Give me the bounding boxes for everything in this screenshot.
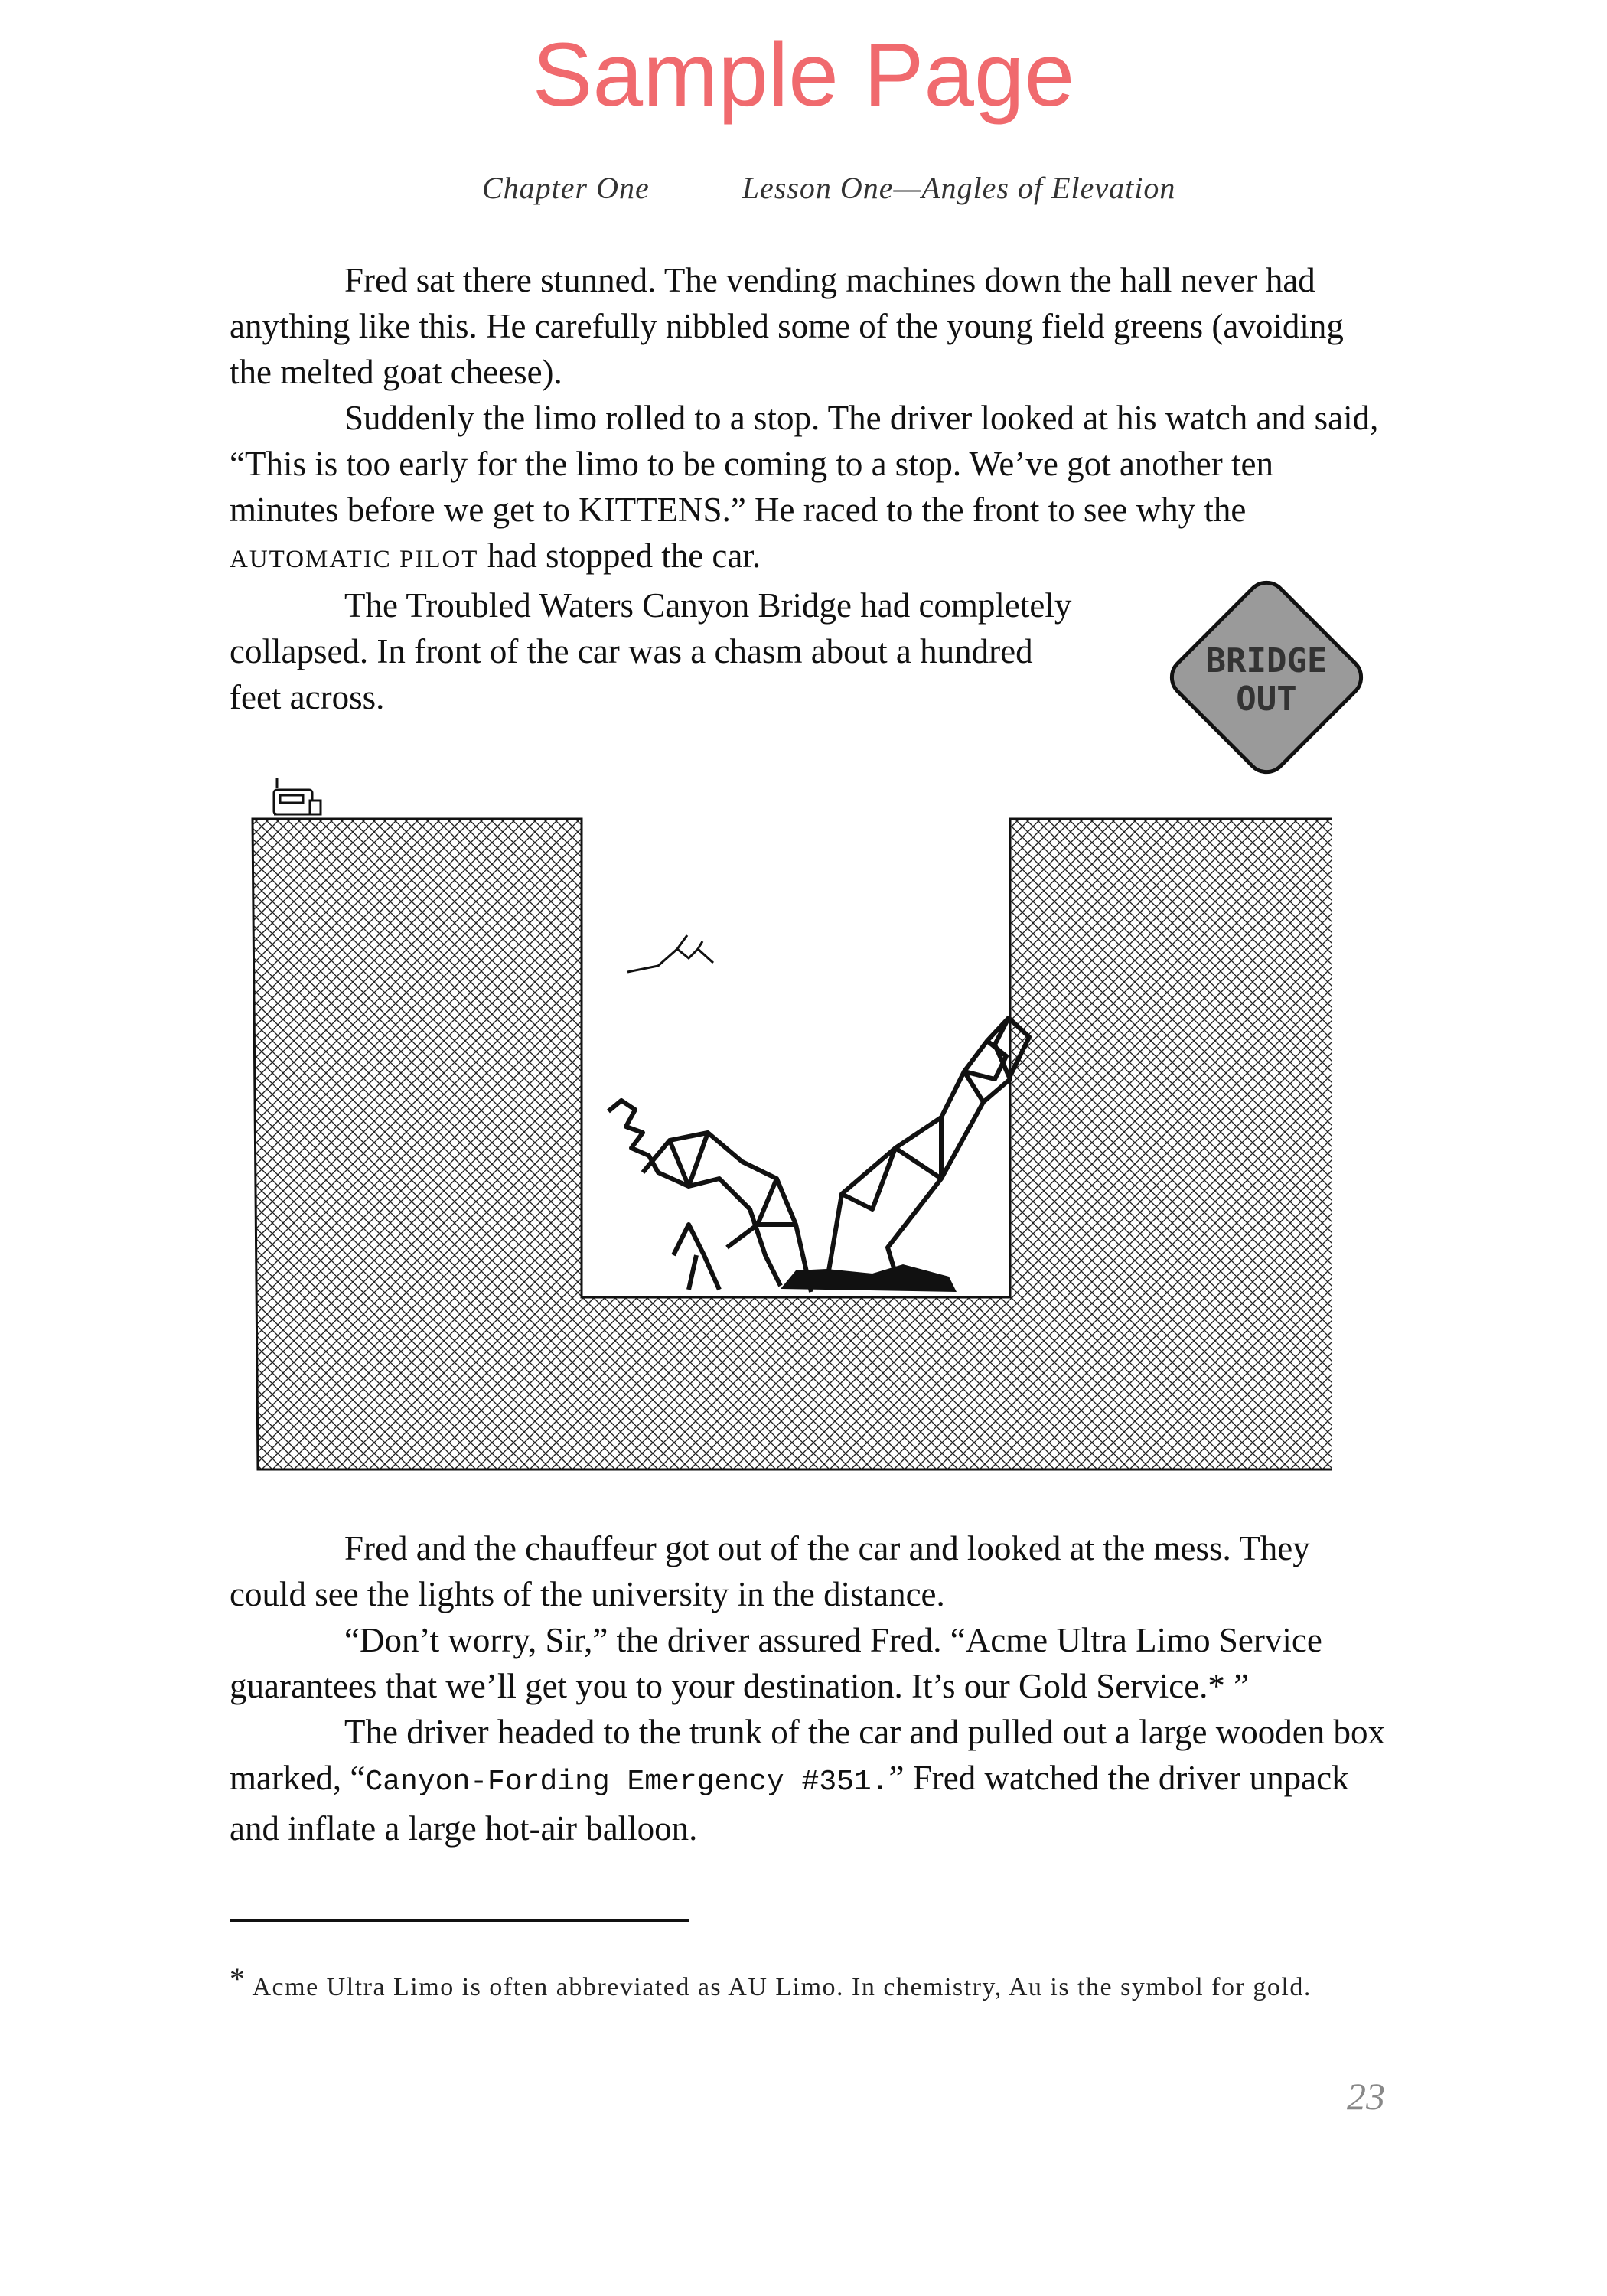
paragraph-5: “Don’t worry, Sir,” the driver assured Fred. “Acme Ultra Limo Service guarantees that we’ll get you to your destination. It’s our Gold Service.* ” (230, 1621, 1322, 1705)
paragraph-6 (230, 1709, 1385, 1851)
paragraph-4: Fred and the chauffeur got out of the car and looked at the mess. They could see the lights of the university in the distance. (230, 1529, 1310, 1613)
limo-icon (274, 778, 321, 814)
broken-branch (627, 935, 713, 972)
sign-line-2: OUT (1236, 680, 1297, 719)
paragraph-3: The Troubled Waters Canyon Bridge had completely collapsed. In front of the car was a chasm about a hundred feet across. (230, 586, 1072, 716)
canyon-ground (253, 819, 1332, 1469)
emergency-box-label: Canyon-Fording Emergency #351. (365, 1766, 889, 1799)
sign-line-1: BRIDGE (1205, 641, 1328, 680)
paragraph-2 (230, 395, 1385, 582)
paragraph-2-end: had stopped the car. (478, 536, 761, 575)
footnote (230, 1959, 1377, 2007)
paragraph-2-text: Suddenly the limo rolled to a stop. The driver looked at his watch and said, “This is too early for the limo to be coming to a stop. We’ve got another ten minutes before we get to KITTENS.” He raced to the front to see why the (230, 399, 1379, 529)
bridge-rubble (608, 1018, 1029, 1292)
footnote-divider (230, 1919, 689, 1922)
paragraph-1: Fred sat there stunned. The vending machines down the hall never had anything like this. He carefully nibbled some of the young field greens (avoiding the melted goat cheese). (230, 261, 1344, 391)
lesson-label: Lesson One—Angles of Elevation (742, 171, 1176, 205)
paragraph-6-end: ” Fred watched the driver unpack and inflate a large hot-air balloon. (230, 1759, 1349, 1848)
footnote-text: Acme Ultra Limo is often abbreviated as AU Limo. In chemistry, Au is the symbol for gold. (252, 1973, 1312, 2001)
page-number: 23 (1347, 2075, 1385, 2118)
paragraph-6-text: The driver headed to the trunk of the car and pulled out a large wooden box marked, “ (230, 1713, 1385, 1797)
sample-page-watermark: Sample Page (532, 24, 1075, 126)
running-header (482, 170, 1175, 206)
chapter-label: Chapter One (482, 171, 650, 205)
footnote-marker: * (230, 1962, 246, 1996)
automatic-pilot-smallcaps: AUTOMATIC PILOT (230, 546, 479, 573)
closing-text (230, 1525, 1385, 1851)
canyon-illustration (230, 719, 1332, 1477)
